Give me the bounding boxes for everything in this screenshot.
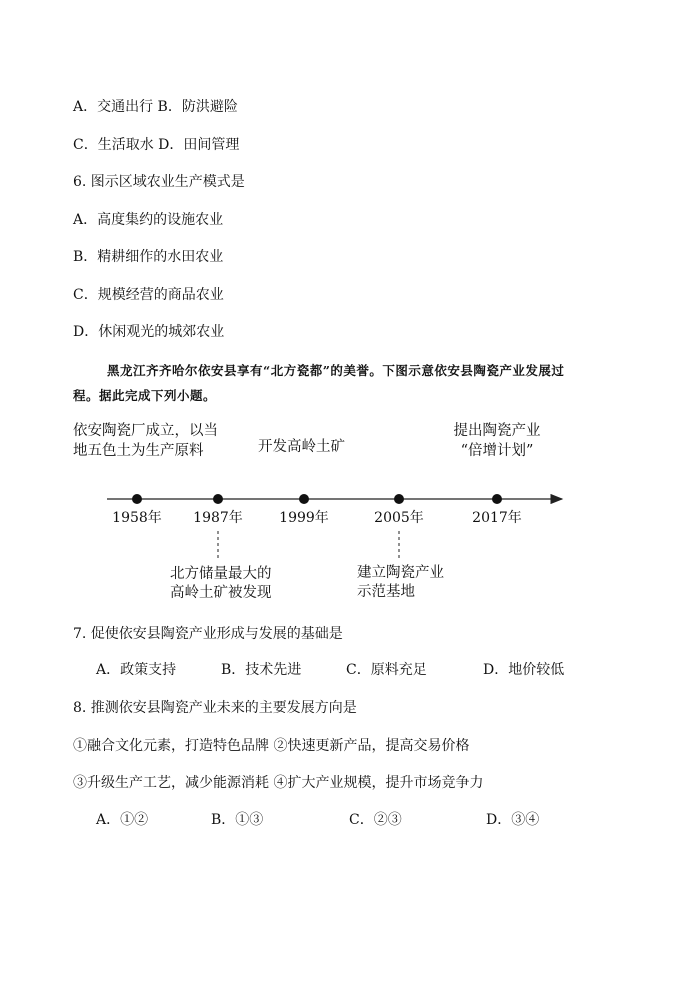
q8-option-c: C．②③ [349,812,402,828]
q7-option-d: D．地价较低 [483,662,565,678]
q7-options [96,659,564,679]
timeline-year-label: 2005年 [374,510,424,526]
timeline-event-text: 北方储量最大的 [170,566,272,582]
timeline-point-3 [299,494,309,504]
q6-option-c: C．规模经营的商品农业 [73,287,224,303]
timeline-year-label: 1999年 [279,510,329,526]
timeline-event-text: 建立陶瓷产业 [357,565,444,581]
timeline-year-label: 1958年 [112,510,162,526]
timeline-event-text: 提出陶瓷产业 [453,423,541,439]
timeline-event-text: 示范基地 [357,584,415,600]
timeline-point-4 [394,494,404,504]
q8-option-d: D．③④ [486,812,540,828]
q8-statements-2: ③升级生产工艺，减少能源消耗 ④扩大产业规模，提升市场竞争力 [73,775,484,791]
timeline-event-text: 高岭土矿被发现 [170,585,272,601]
timeline-diagram [0,410,695,610]
intro-line1: 黑龙江齐齐哈尔依安县享有“北方瓷都”的美誉。下图示意依安县陶瓷产业发展过 [107,363,565,378]
q7-stem: 7. 促使依安县陶瓷产业形成与发展的基础是 [73,626,343,642]
q7-option-a: A．政策支持 [96,662,177,678]
timeline-point-2 [213,494,223,504]
timeline-event-text: 依安陶瓷厂成立，以当 [73,423,218,439]
q8-options [96,809,539,829]
intro-line2: 程。据此完成下列小题。 [73,388,217,403]
timeline-event-text: 地五色土为生产原料 [73,443,204,459]
timeline-event-text: “倍增计划” [460,443,534,459]
q7-option-b: B．技术先进 [221,662,302,678]
q8-stem: 8. 推测依安县陶瓷产业未来的主要发展方向是 [73,700,357,716]
q7-option-c: C．原料充足 [346,662,427,678]
q6-option-b: B．精耕细作的水田农业 [73,249,224,265]
q8-option-a: A．①② [96,812,149,828]
timeline-year-label: 1987年 [193,510,243,526]
q6-stem: 6. 图示区域农业生产模式是 [73,174,245,190]
q5-options-line1: A．交通出行 B．防洪避险 [73,99,238,115]
q8-option-b: B．①③ [211,812,264,828]
q8-statements-1: ①融合文化元素，打造特色品牌 ②快速更新产品，提高交易价格 [73,738,470,754]
q5-options-line2: C．生活取水 D．田间管理 [73,137,240,153]
timeline-point-1 [132,494,142,504]
timeline-year-label: 2017年 [472,510,522,526]
timeline-point-5 [492,494,502,504]
q6-option-d: D．休闲观光的城郊农业 [73,324,225,340]
timeline-event-text: 开发高岭土矿 [258,439,345,455]
q6-option-a: A．高度集约的设施农业 [73,212,224,228]
